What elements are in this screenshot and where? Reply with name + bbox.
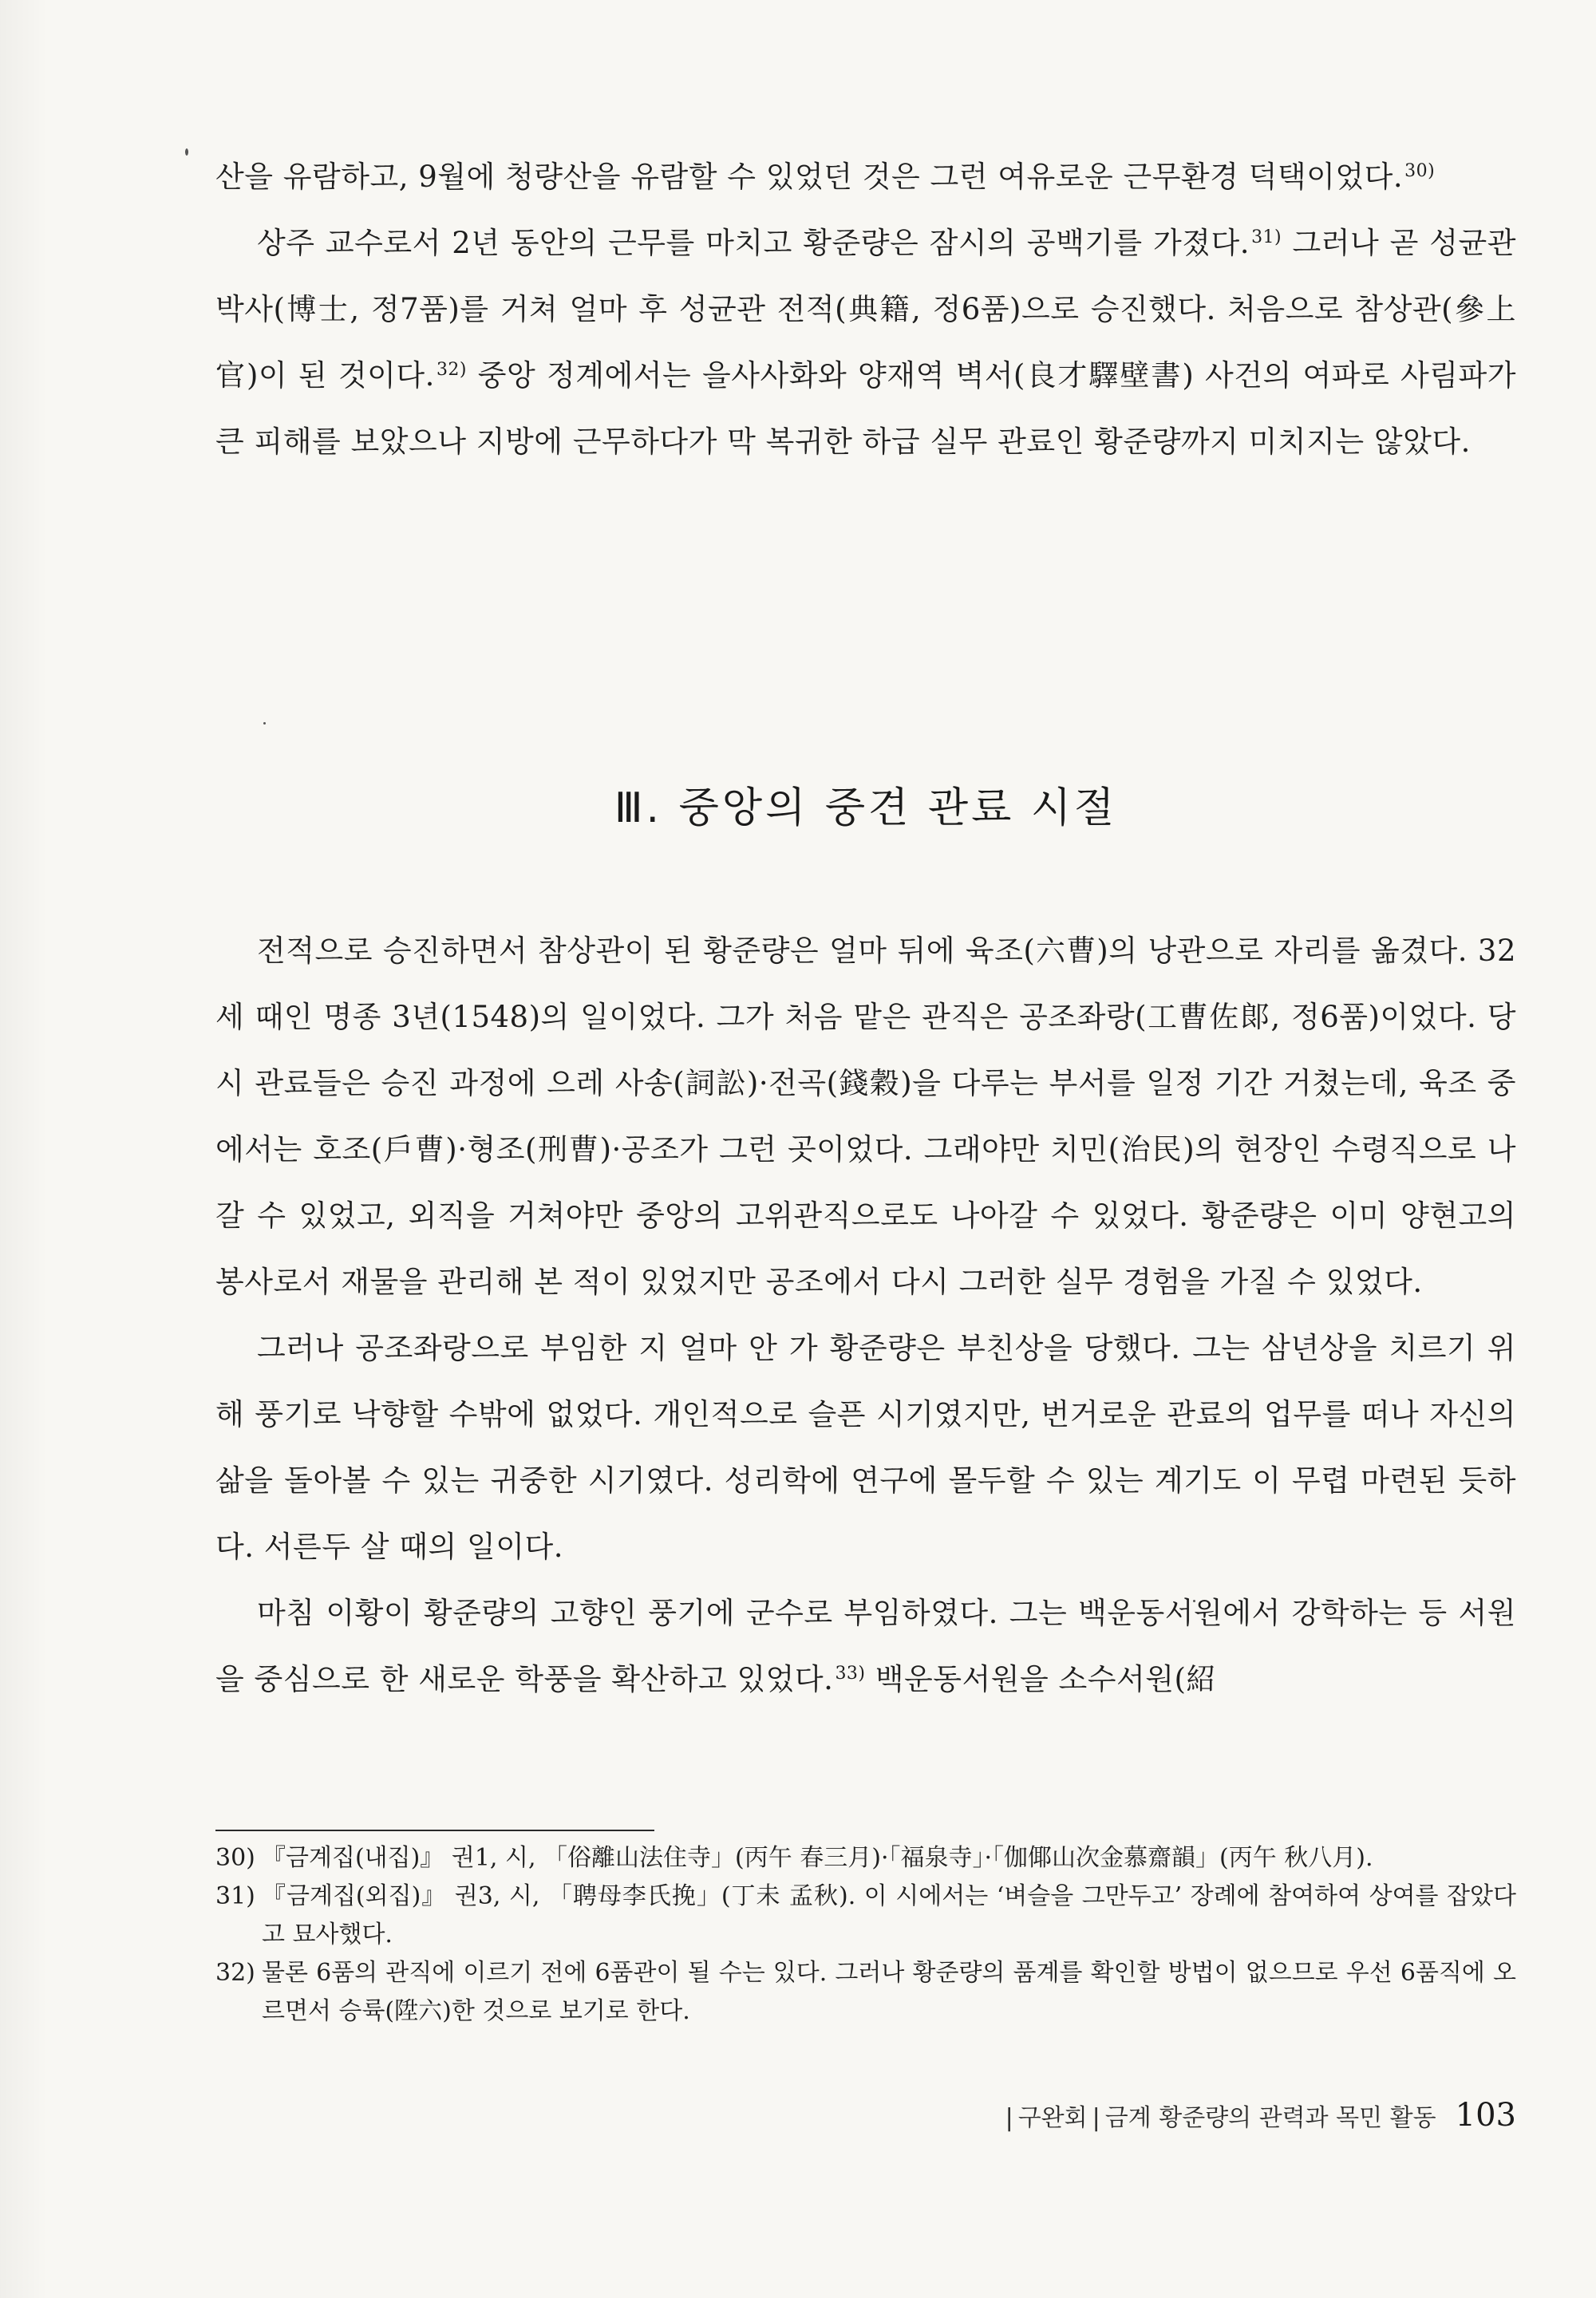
footnote-divider bbox=[215, 1830, 654, 1831]
footnote-ref[interactable]: 30) bbox=[1404, 160, 1436, 181]
paragraph bbox=[215, 144, 1516, 210]
paragraph-text: 전적으로 승진하면서 참상관이 된 황준량은 얼마 뒤에 육조(六曹)의 낭관으로 자리를 옮겼다. 32세 때인 명종 3년(1548)의 일이었다. 그가 처음 맡은 관직은 공조좌랑(工曹佐郞, 정6품)이었다. 당시 관료들은 승진 과정에 으레 사송(詞訟)·전곡(錢穀)을 다루는 부서를 일정 기간 거쳤는데, 육조 중에서는 호조(戶曹)·형조(刑曹)·공조가 그런 곳이었다. 그래야만 치민(治民)의 현장인 수령직으로 나갈 수 있었고, 외직을 거쳐야만 중앙의 고위관직으로도 나아갈 수 있었다. 황준량은 이미 양현고의 봉사로서 재물을 관리해 본 적이 있었지만 공조에서 다시 그러한 실무 경험을 가질 수 있었다. bbox=[215, 934, 1516, 1299]
footnote-number: 30) bbox=[215, 1844, 255, 1872]
footnote bbox=[215, 1954, 1516, 2031]
paragraph bbox=[215, 918, 1516, 1315]
paragraph-text: 산을 유람하고, 9월에 청량산을 유람할 수 있었던 것은 그런 여유로운 근무환경 덕택이었다. bbox=[215, 160, 1404, 194]
footnote-text: 『금계집(외집)』 권3, 시, 「聘母李氏挽」(丁未 孟秋). 이 시에서는 ‘벼슬을 그만두고’ 장례에 참여하여 상여를 잡았다고 묘사했다. bbox=[262, 1882, 1516, 1949]
paragraph bbox=[215, 1315, 1516, 1580]
footnote-ref[interactable]: 33) bbox=[835, 1663, 866, 1684]
paragraph-text: 중앙 정계에서는 을사사화와 양재역 벽서(良才驛壁書) 사건의 여파로 사림파가 큰 피해를 보았으나 지방에 근무하다가 막 복귀한 하급 실무 관료인 황준량까지 미치지는 않았다. bbox=[215, 358, 1516, 459]
footnote bbox=[215, 1839, 1516, 1877]
paragraph-text: 상주 교수로서 2년 동안의 근무를 마치고 황준량은 잠시의 공백기를 가졌다. bbox=[257, 226, 1250, 260]
footer-title: 금계 황준량의 관력과 목민 활동 bbox=[1104, 2104, 1436, 2132]
footnote bbox=[215, 1877, 1516, 1954]
footnote-text: 물론 6품의 관직에 이르기 전에 6품관이 될 수는 있다. 그러나 황준량의 품계를 확인할 방법이 없으므로 우선 6품직에 오르면서 승륙(陞六)한 것으로 보기로 한다. bbox=[262, 1959, 1516, 2025]
page-number: 103 bbox=[1455, 2097, 1516, 2134]
paragraph bbox=[215, 210, 1516, 475]
scan-speck bbox=[185, 148, 188, 156]
paragraph-text: 마침 이황이 황준량의 고향인 풍기에 군수로 부임하였다. 그는 백운동서원에서 강학하는 등 서원을 중심으로 한 새로운 학풍을 확산하고 있었다. bbox=[215, 1596, 1516, 1696]
footnote-number: 32) bbox=[215, 1959, 255, 1987]
body-text-main bbox=[215, 918, 1516, 1712]
footer-separator: | bbox=[1092, 2104, 1100, 2132]
paragraph-text: 그러나 곧 성균관 박사(博士, 정7품)를 거쳐 얼마 후 성균관 전적(典籍, 정6품)으로 승진했다. 처음으로 참상관(參上官)이 된 것이다. bbox=[215, 226, 1516, 393]
footnote-number: 31) bbox=[215, 1882, 255, 1910]
paragraph bbox=[215, 1580, 1516, 1712]
footnote-text: 『금계집(내집)』 권1, 시, 「俗離山法住寺」(丙午 春三月)·「福泉寺」·「伽倻山次金慕齋韻」(丙午 秋八月). bbox=[262, 1844, 1373, 1872]
running-footer bbox=[1001, 2097, 1516, 2134]
footer-author: 구완회 bbox=[1017, 2104, 1088, 2132]
footnote-ref[interactable]: 32) bbox=[436, 359, 468, 380]
paragraph-text: 그러나 공조좌랑으로 부임한 지 얼마 안 가 황준량은 부친상을 당했다. 그는 삼년상을 치르기 위해 풍기로 낙향할 수밖에 없었다. 개인적으로 슬픈 시기였지만, 번거로운 관료의 업무를 떠나 자신의 삶을 돌아볼 수 있는 귀중한 시기였다. 성리학에 연구에 몰두할 수 있는 계기도 이 무렵 마련된 듯하다. 서른두 살 때의 일이다. bbox=[215, 1331, 1516, 1564]
paragraph-text: 백운동서원을 소수서원(紹 bbox=[865, 1662, 1216, 1696]
footer-separator: | bbox=[1005, 2104, 1013, 2132]
scan-speck bbox=[263, 722, 266, 725]
footnotes bbox=[215, 1839, 1516, 2031]
section-heading: Ⅲ. 중앙의 중견 관료 시절 bbox=[614, 784, 1118, 832]
body-text-top bbox=[215, 144, 1516, 475]
footnote-ref[interactable]: 31) bbox=[1251, 227, 1282, 247]
